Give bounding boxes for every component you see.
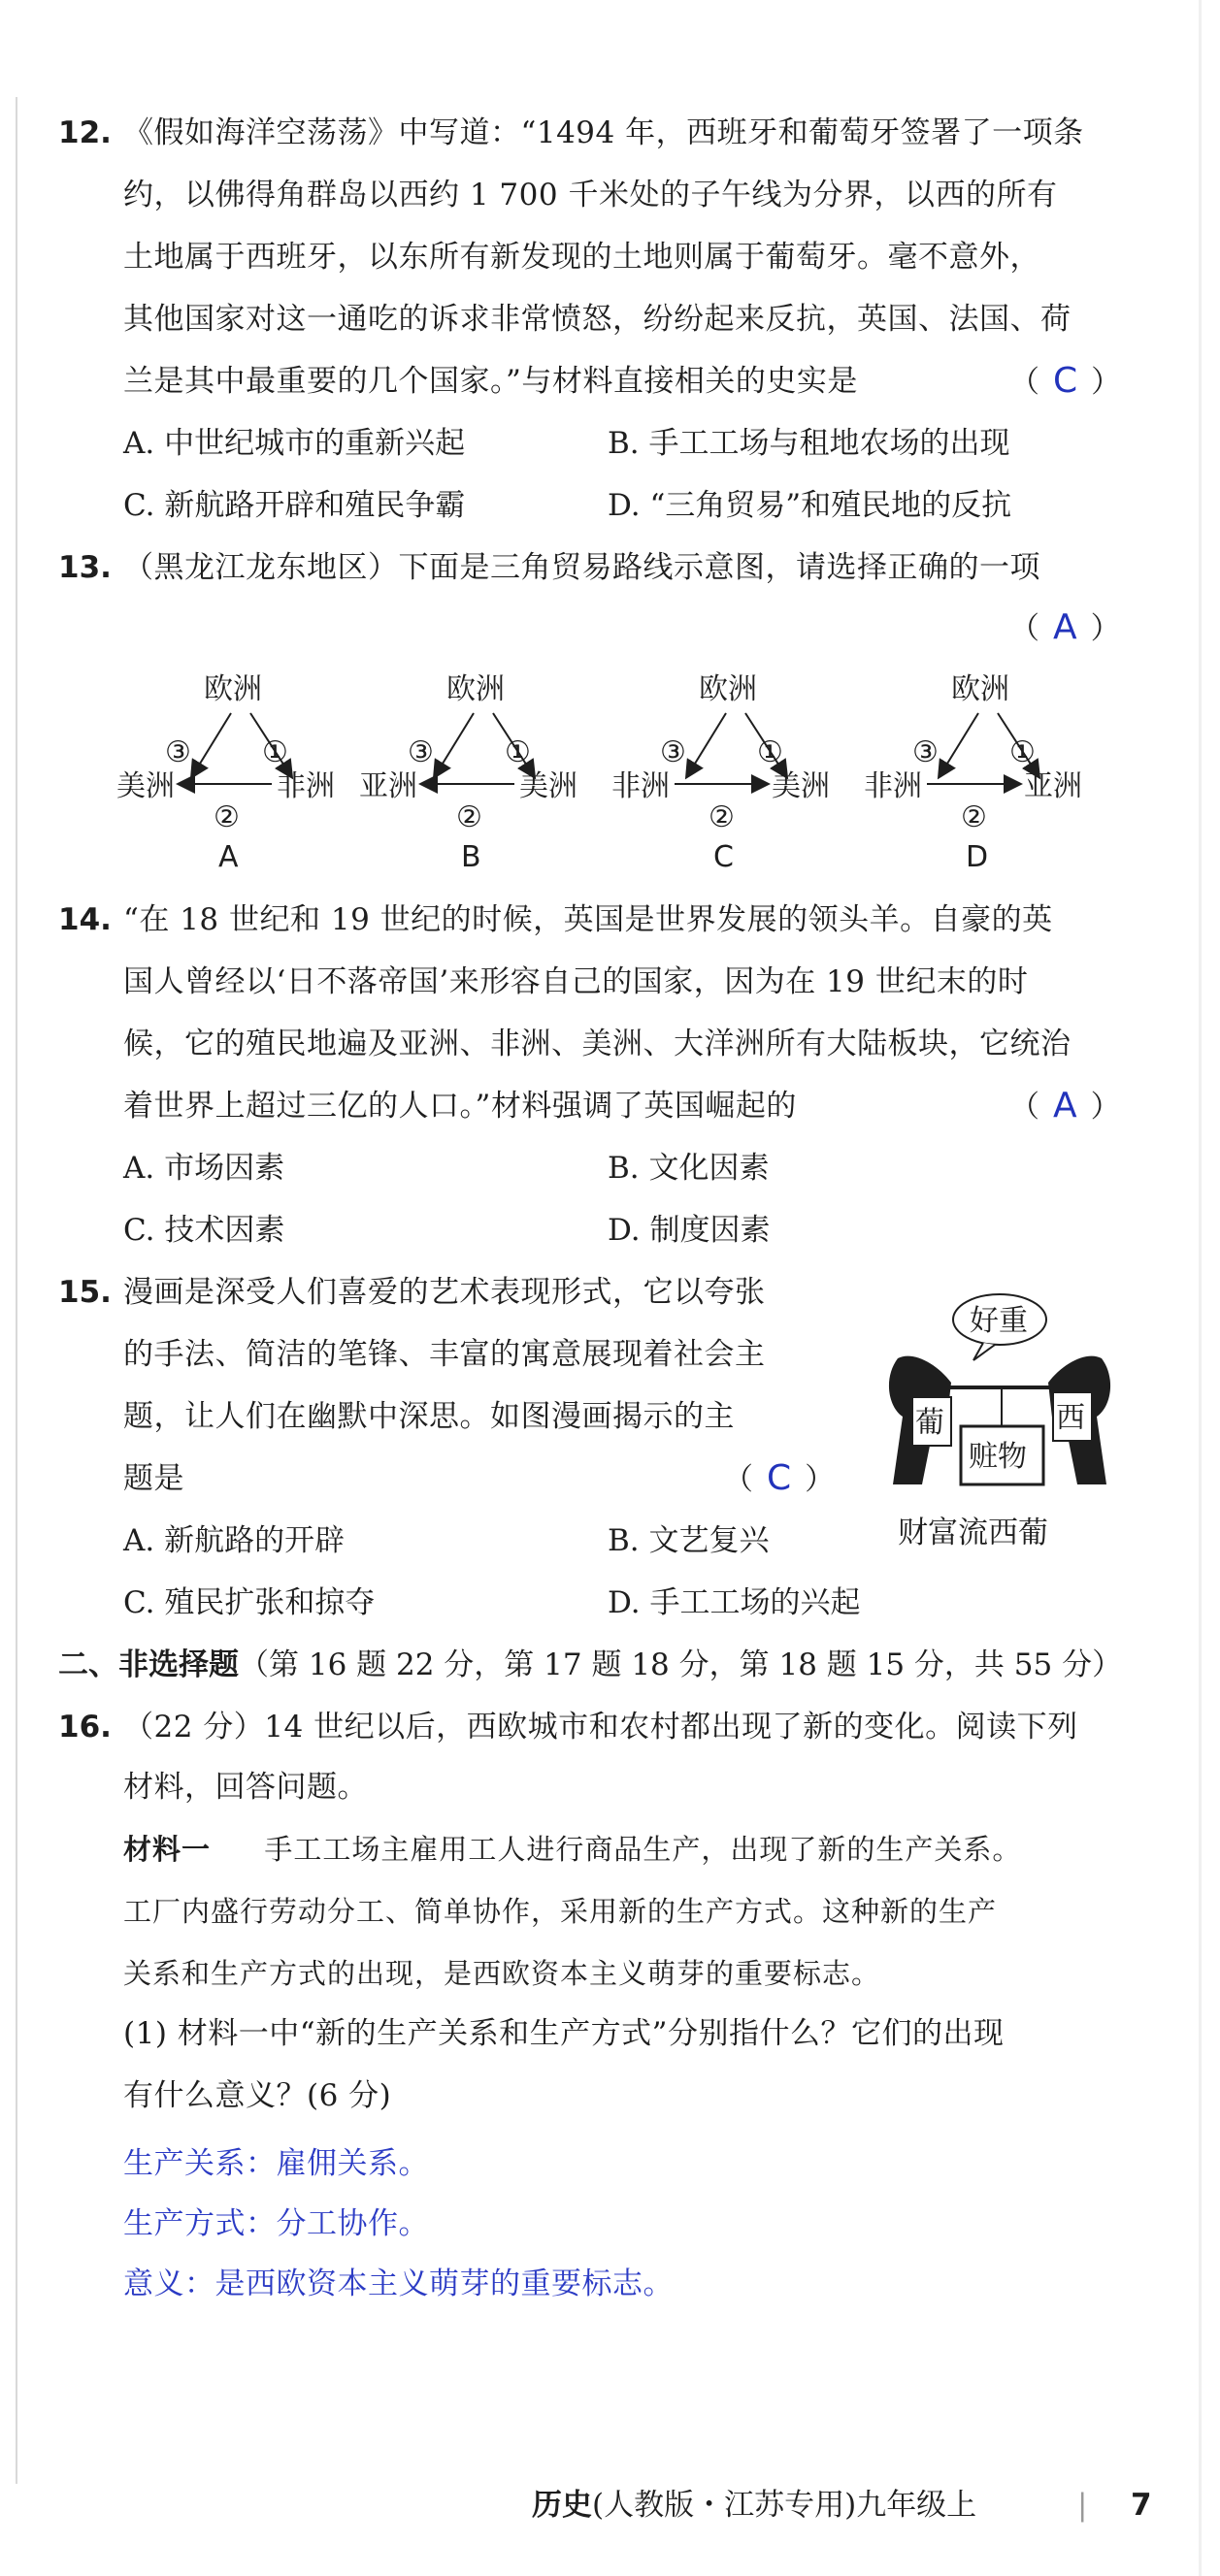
diagram-b-label: B <box>461 840 481 873</box>
q15-option-b: B. 文艺复兴 <box>608 1523 770 1558</box>
q12-line-3: 土地属于西班牙，以东所有新发现的土地则属于葡萄牙。毫不意外， <box>123 240 1040 275</box>
diagram-a-top: 欧洲 <box>204 672 262 706</box>
q16-sub-line-2: 有什么意义？(6 分) <box>123 2078 392 2113</box>
page-number: 7 <box>1131 2488 1152 2523</box>
q14-option-c: C. 技术因素 <box>123 1213 285 1248</box>
diagram-d-left: 非洲 <box>864 769 922 803</box>
diagram-c-n1: ① <box>757 735 783 769</box>
q14-line-3: 候，它的殖民地遍及亚洲、非洲、美洲、大洋洲所有大陆板块，它统治 <box>123 1027 1072 1061</box>
diagram-c-right: 美洲 <box>772 769 830 803</box>
triangle-diagram-a <box>116 669 349 873</box>
q12-line-5: 兰是其中最重要的几个国家。”与材料直接相关的史实是 <box>123 364 858 399</box>
diagram-d-label: D <box>966 840 989 873</box>
footer-subject: 历史(人教版・江苏专用)九年级上 <box>532 2488 977 2523</box>
q15-line-2: 的手法、简洁的笔锋、丰富的寓意展现着社会主 <box>123 1337 766 1372</box>
cartoon-caption: 财富流西葡 <box>898 1516 1048 1550</box>
diagram-a-right: 非洲 <box>277 769 335 803</box>
diagram-d-n2: ② <box>961 800 987 834</box>
q12-line-1: 《假如海洋空荡荡》中写道：“1494 年，西班牙和葡萄牙签署了一项条 <box>123 115 1084 150</box>
diagram-c-top: 欧洲 <box>699 672 757 706</box>
q16-line-2: 材料，回答问题。 <box>123 1770 368 1805</box>
diagram-a-n1: ① <box>262 735 288 769</box>
q16-answer-3: 意义：是西欧资本主义萌芽的重要标志。 <box>123 2266 674 2301</box>
diagram-c-label: C <box>713 840 734 873</box>
q14-line-2: 国人曾经以‘日不落帝国’来形容自己的国家，因为在 19 世纪末的时 <box>123 964 1029 999</box>
diagram-c-left: 非洲 <box>611 769 670 803</box>
cartoon-bubble: 好重 <box>970 1304 1028 1338</box>
q13-line: （黑龙江龙东地区）下面是三角贸易路线示意图，请选择正确的一项 <box>123 550 1040 585</box>
q15-line-1: 漫画是深受人们喜爱的艺术表现形式，它以夸张 <box>123 1275 766 1310</box>
diagram-b-top: 欧洲 <box>446 672 505 706</box>
q12-line-4: 其他国家对这一通吃的诉求非常愤怒，纷纷起来反抗，英国、法国、荷 <box>123 302 1072 337</box>
q12-answer: （ C ） <box>1009 361 1122 401</box>
q14-line-1: “在 18 世纪和 19 世纪的时候，英国是世界发展的领头羊。自豪的英 <box>123 902 1053 937</box>
q14-option-d: D. 制度因素 <box>608 1213 771 1248</box>
diagram-b-right: 美洲 <box>519 769 577 803</box>
q15-option-d: D. 手工工场的兴起 <box>608 1585 861 1620</box>
diagram-d-n3: ③ <box>912 735 939 769</box>
footer-separator: | <box>1077 2488 1088 2523</box>
section-2-heading: 二、非选择题（第 16 题 22 分，第 17 题 18 分，第 18 题 15 分，共 55 分） <box>58 1647 1123 1682</box>
q13-answer: （ A ） <box>1009 607 1121 647</box>
margin-line <box>16 97 17 2484</box>
material-1-line-1: 材料一 手工工场主雇用工人进行商品生产，出现了新的生产关系。 <box>123 1833 1022 1866</box>
cartoon-figure <box>878 1290 1121 1514</box>
diagram-c-n3: ③ <box>660 735 686 769</box>
diagram-d-top: 欧洲 <box>951 672 1009 706</box>
q13-number: 13. <box>58 550 112 585</box>
q16-line-1: （22 分）14 世纪以后，西欧城市和农村都出现了新的变化。阅读下列 <box>123 1710 1078 1745</box>
q14-option-a: A. 市场因素 <box>123 1151 285 1186</box>
cartoon-right-char: 西 <box>1056 1401 1085 1435</box>
triangle-diagram-d <box>864 669 1097 873</box>
q14-number: 14. <box>58 902 112 937</box>
q14-answer: （ A ） <box>1009 1086 1121 1125</box>
q14-line-4: 着世界上超过三亿的人口。”材料强调了英国崛起的 <box>123 1089 797 1124</box>
q12-number: 12. <box>58 115 112 150</box>
q12-option-a: A. 中世纪城市的重新兴起 <box>123 426 466 461</box>
cartoon-loot-box: 赃物 <box>969 1440 1027 1474</box>
q12-option-b: B. 手工工场与租地农场的出现 <box>608 426 1010 461</box>
q14-option-b: B. 文化因素 <box>608 1151 770 1186</box>
q15-answer: （ C ） <box>723 1458 836 1498</box>
diagram-b-n1: ① <box>505 735 531 769</box>
q12-line-2: 约，以佛得角群岛以西约 1 700 千米处的子午线为分界，以西的所有 <box>123 178 1058 212</box>
diagram-d-right: 亚洲 <box>1024 769 1082 803</box>
triangle-diagram-c <box>611 669 844 873</box>
triangle-diagram-b <box>359 669 592 873</box>
material-1-line-3: 关系和生产方式的出现，是西欧资本主义萌芽的重要标志。 <box>123 1957 881 1990</box>
diagram-b-left: 亚洲 <box>359 769 417 803</box>
q15-number: 15. <box>58 1275 112 1310</box>
diagram-b-n2: ② <box>456 800 482 834</box>
cartoon-left-char: 葡 <box>915 1406 944 1440</box>
diagram-a-label: A <box>218 840 239 873</box>
q15-option-a: A. 新航路的开辟 <box>123 1523 346 1558</box>
diagram-a-left: 美洲 <box>116 769 175 803</box>
q16-answer-2: 生产方式：分工协作。 <box>123 2206 429 2241</box>
q16-answer-1: 生产关系：雇佣关系。 <box>123 2146 429 2181</box>
diagram-d-n1: ① <box>1009 735 1036 769</box>
diagram-a-n3: ③ <box>165 735 191 769</box>
q16-number: 16. <box>58 1710 112 1745</box>
q12-option-c: C. 新航路开辟和殖民争霸 <box>123 488 466 523</box>
diagram-b-n3: ③ <box>408 735 434 769</box>
material-1-line-2: 工厂内盛行劳动分工、简单协作，采用新的生产方式。这种新的生产 <box>123 1895 998 1928</box>
q16-sub-line-1: (1) 材料一中“新的生产关系和生产方式”分别指什么？它们的出现 <box>123 2016 1005 2051</box>
diagram-a-n2: ② <box>214 800 240 834</box>
q12-option-d: D. “三角贸易”和殖民地的反抗 <box>608 488 1012 523</box>
q15-line-3: 题，让人们在幽默中深思。如图漫画揭示的主 <box>123 1399 735 1434</box>
q15-option-c: C. 殖民扩张和掠夺 <box>123 1585 376 1620</box>
diagram-c-n2: ② <box>709 800 735 834</box>
q15-line-4: 题是 <box>123 1461 184 1496</box>
